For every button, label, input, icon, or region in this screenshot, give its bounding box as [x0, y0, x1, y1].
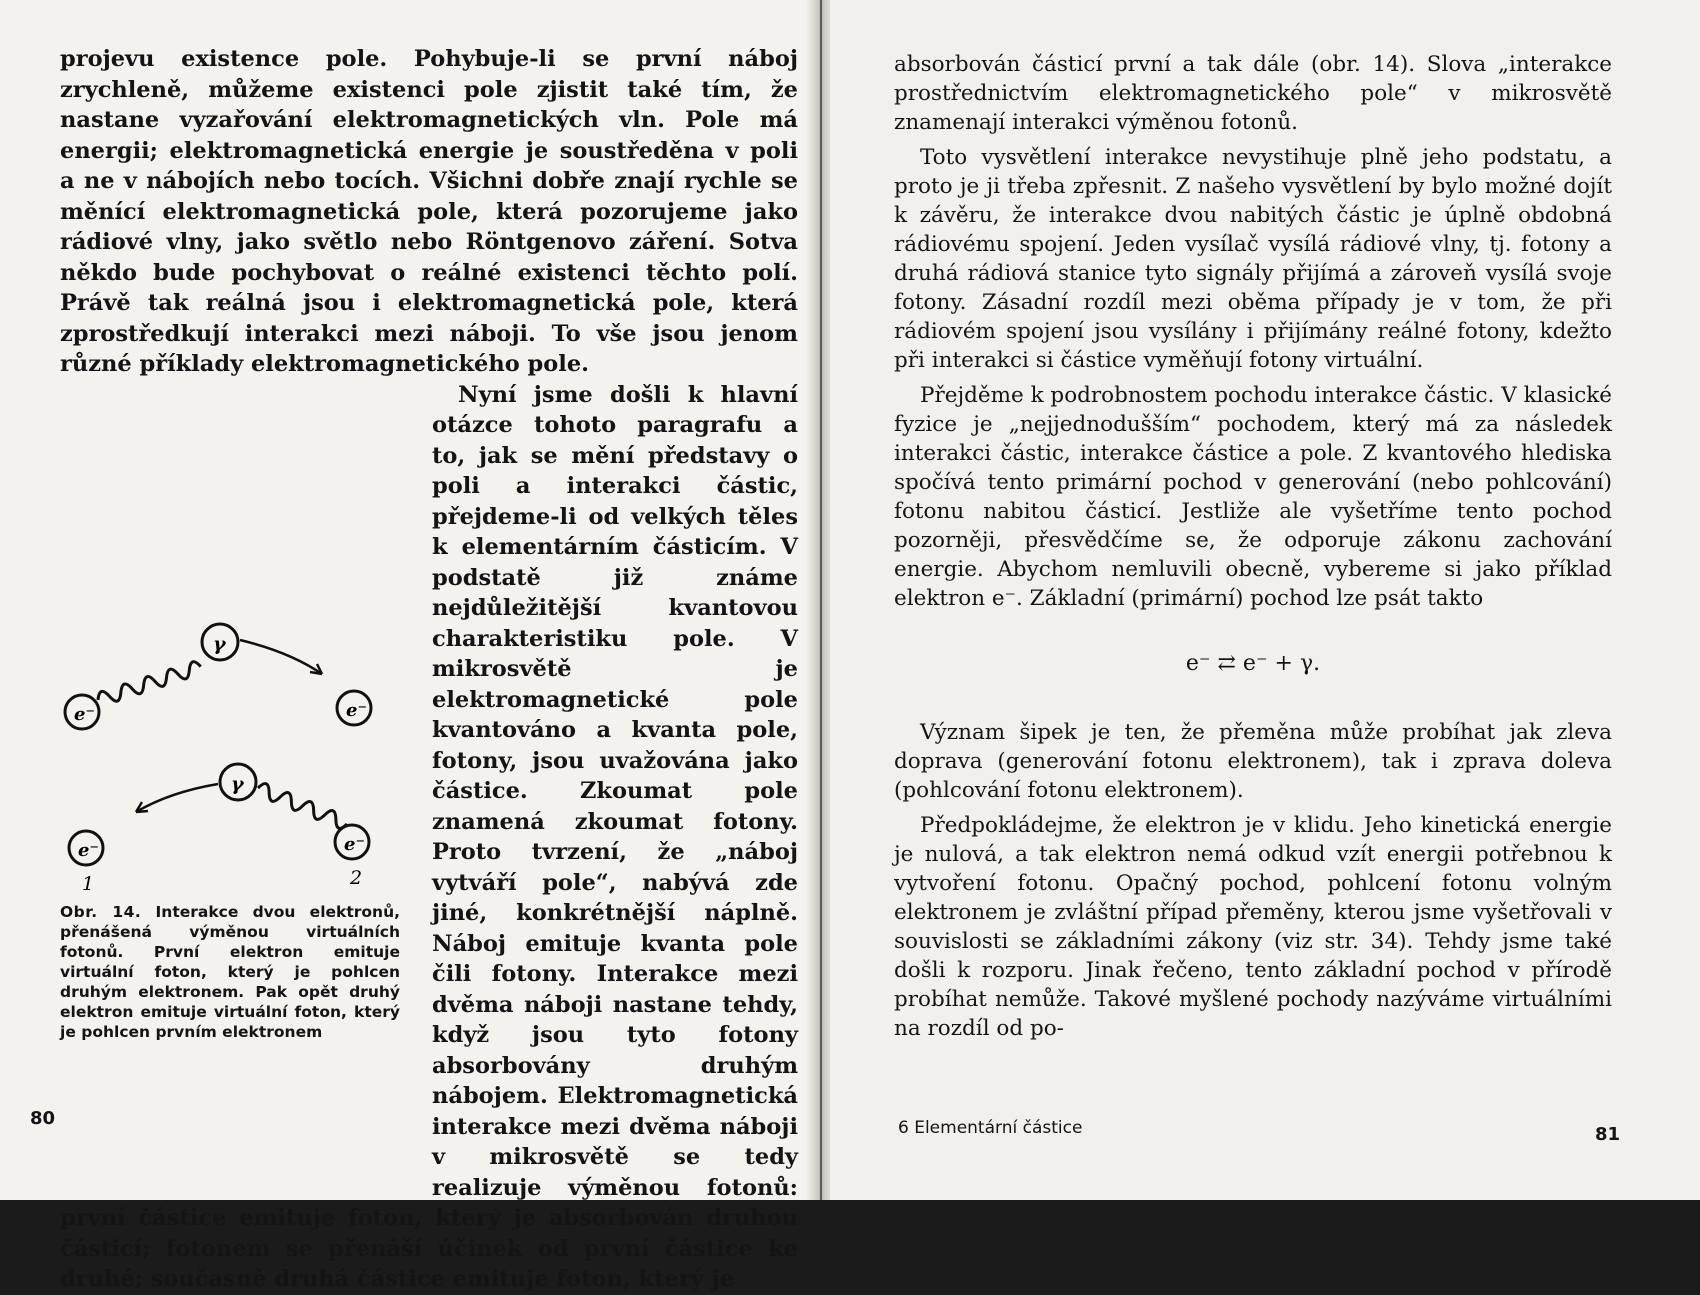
photon-path-bottom [136, 784, 218, 812]
electron-label-top-left: e⁻ [74, 703, 95, 725]
left-page [0, 0, 828, 1292]
figure-14 [60, 612, 410, 1182]
figure-label-1: 1 [82, 872, 95, 895]
right-paragraph-2: Toto vysvětlení interakce nevystihuje plně jeho podstatu, a proto je ji třeba zpřesnit. Z našeho vysvětlení by bylo možné dojít k závěru, že interakce dvou nabitých částic je úplně obdobná rádiovému spojení. Jeden vysílač vysílá rádiové vlny, tj. fotony a druhá rádiová stanice tyto signály přijímá a zároveň vysílá svoje fotony. Zásadní rozdíl mezi oběma případy je v tom, že při rádiovém spojení jsou vysílány i přijímány reálné fotony, kdežto při interakci si částice vyměňují fotony virtuální. [894, 145, 1612, 373]
chapter-footer: 6 Elementární částice [898, 1118, 1083, 1138]
photon-wave-bottom [255, 781, 349, 830]
photon-label-bottom: γ [231, 772, 244, 795]
photon-wave-top [96, 659, 203, 706]
figure-caption-text: Interakce dvou elektronů, přenášená výměnou virtuálních fotonů. První elektron emituje virtuální foton, který je pohlcen druhým elektronem. Pak opět druhý elektron emituje virtuální foton, který je pohlcen prvním elektronem [60, 902, 400, 1041]
electron-label-bottom-left: e⁻ [78, 839, 99, 861]
photon-path-top [240, 640, 322, 674]
right-paragraph-1: absorbován částicí první a tak dále (obr. 14). Slova „interakce prostřednictvím elektromagnetického pole“ v mikrosvětě znamenají interakci výměnou fotonů. [894, 52, 1612, 135]
photon-label-top: γ [213, 632, 226, 655]
figure-caption-label: Obr. 14. [60, 902, 142, 921]
electron-label-top-right: e⁻ [346, 699, 367, 721]
figure-label-2: 2 [350, 866, 363, 889]
page-number-left: 80 [30, 1108, 56, 1129]
page-number-right: 81 [1594, 1124, 1620, 1145]
right-paragraph-4: Význam šipek je ten, že přeměna může probíhat jak zleva doprava (generování fotonu elektronem), tak i zprava doleva (pohlcování fotonu elektronem). [894, 720, 1612, 803]
equation: e⁻ ⇄ e⁻ + γ. [1185, 651, 1321, 676]
right-page [830, 0, 1700, 1200]
electron-photon-diagram [60, 612, 410, 952]
figure-caption [60, 902, 400, 1042]
right-paragraph-3: Přejděme k podrobnostem pochodu interakce částic. V klasické fyzice je „nejjednodušším“ pochodem, který má za následek interakci částic, interakce částice a pole. Z kvantového hlediska spočívá tento primární pochod v generování (nebo pohlcování) fotonu nabitou částicí. Jestliže ale vyšetříme tento pochod pozorněji, přesvědčíme se, že odporuje zákonu zachování energie. Abychom nemluvili obecně, vybereme si jako příklad elektron e⁻. Základní (primární) pochod lze psát takto [894, 383, 1612, 611]
left-paragraph-1: projevu existence pole. Pohybuje-li se první náboj zrychleně, můžeme existenci pole zjistit také tím, že nastane vyzařování elektromagnetických vln. Pole má energii; elektromagnetická energie je soustředěna v poli a ne v nábojích nebo tocích. Všichni dobře znají rychle se měnící elektromagnetická pole, která pozorujeme jako rádiové vlny, jako světlo nebo Röntgenovo záření. Sotva někdo bude pochybovat o reálné existenci těchto polí. Právě tak reálná jsou i elektromagnetická pole, která zprostředkují interakci mezi náboji. To vše jsou jenom různé příklady elektromagnetického pole. [60, 46, 798, 377]
left-paragraph-2: Nyní jsme došli k hlavní otázce tohoto paragrafu a to, jak se mění představy o poli a interakci částic, přejdeme-li od velkých těles k elementárním částicím. V podstatě již známe nejdůležitější kvantovou charakteristiku pole. V mikrosvětě je elektromagnetické pole kvantováno a kvanta pole, fotony, jsou uvažována jako částice. Zkoumat pole znamená zkoumat fotony. Proto tvrzení, že „náboj vytváří pole“, nabývá zde jiné, konkrétnější náplně. Náboj emituje kvanta pole čili fotony. Interakce mezi dvěma náboji nastane tehdy, když jsou tyto fotony absorbovány druhým nábojem. Elektromagnetická interakce mezi dvěma náboji v mikrosvětě se tedy realizuje výměnou fotonů: první částice emituje foton, který je absorbován druhou částicí; fotonem se přenáší účinek od první částice ke druhé; současně druhá částice emituje foton, který je [60, 381, 798, 1292]
electron-label-bottom-right: e⁻ [344, 833, 365, 855]
right-paragraph-5: Předpokládejme, že elektron je v klidu. Jeho kinetická energie je nulová, a tak elektron nemá odkud vzít energii potřebnou k vytvoření fotonu. Opačný pochod, pohlcení fotonu volným elektronem je zvláštní případ přeměny, kterou jsme vyšetřovali v souvislosti se základními zákony (viz str. 34). Tehdy jsme také došli k rozporu. Jinak řečeno, tento základní pochod v přírodě probíhat nemůže. Takové myšlené pochody nazýváme virtuálními na rozdíl od po- [894, 813, 1612, 1041]
left-figure-section [60, 380, 798, 1295]
